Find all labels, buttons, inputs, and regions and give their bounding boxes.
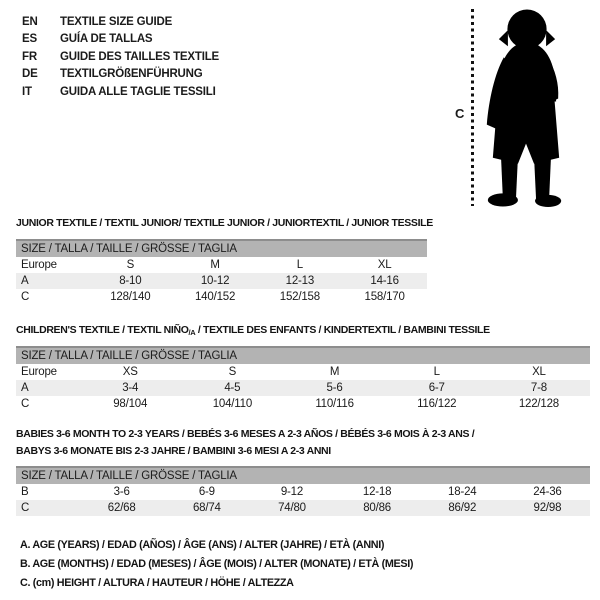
value-cell: 128/140 bbox=[110, 291, 151, 303]
lang-code: IT bbox=[22, 85, 32, 98]
table-row-height bbox=[16, 500, 590, 516]
row-label-cell: Europe bbox=[21, 259, 57, 271]
row-label-cell: C bbox=[16, 500, 79, 516]
value-cell: 74/80 bbox=[249, 500, 334, 516]
size-header-row bbox=[16, 467, 590, 484]
value-cell: 9-12 bbox=[280, 486, 304, 498]
title-text: / TEXTILE DES ENFANTS / KINDERTEXTIL / BAMBINI TESSILE bbox=[195, 324, 490, 336]
table-row-age bbox=[16, 380, 590, 396]
value-cell: 18-24 bbox=[448, 486, 477, 498]
value-cell: 10-12 bbox=[173, 273, 258, 289]
value-cell: L bbox=[296, 259, 303, 271]
value-cell: 98/104 bbox=[113, 398, 148, 410]
babies-title-line1: BABIES 3-6 MONTH TO 2-3 YEARS / BEBÉS 3-6 MESES A 2-3 AÑOS / BÉBÉS 3-6 MOIS À 2-3 ANS / bbox=[16, 428, 475, 440]
value-cell: 6-7 bbox=[386, 380, 488, 396]
value-cell: 110/116 bbox=[315, 398, 354, 410]
lang-code: FR bbox=[22, 50, 37, 63]
lang-label: GUIDA ALLE TAGLIE TESSILI bbox=[60, 85, 216, 98]
table-row-height bbox=[16, 396, 590, 412]
size-header-label: SIZE / TALLA / TAILLE / GRÖSSE / TAGLIA bbox=[16, 467, 590, 484]
value-cell: S bbox=[126, 259, 135, 271]
table-row-europe bbox=[16, 257, 427, 273]
value-cell: 152/158 bbox=[279, 291, 320, 303]
title-text: CHILDREN'S TEXTILE / TEXTIL NIÑO bbox=[16, 324, 189, 336]
table-row-age-months bbox=[16, 484, 590, 500]
value-cell: S bbox=[228, 366, 237, 378]
legend-line-c: C. (cm) HEIGHT / ALTURA / HAUTEUR / HÖHE / ALTEZZA bbox=[20, 577, 294, 590]
size-header-row bbox=[16, 240, 427, 257]
title-subscript: /A bbox=[188, 328, 196, 337]
value-cell: 12-13 bbox=[257, 273, 342, 289]
value-cell: XL bbox=[532, 366, 546, 378]
lang-row-en bbox=[22, 13, 219, 31]
value-cell: 24-36 bbox=[533, 486, 562, 498]
toddler-silhouette-icon bbox=[477, 5, 575, 208]
row-label-cell: C bbox=[21, 291, 30, 303]
babies-table-title bbox=[16, 426, 474, 459]
row-label-cell: A bbox=[16, 380, 79, 396]
value-cell: 6-9 bbox=[198, 486, 215, 498]
value-cell: 92/98 bbox=[505, 500, 590, 516]
value-cell: XS bbox=[122, 366, 138, 378]
row-label-cell: B bbox=[21, 486, 29, 498]
value-cell: 7-8 bbox=[488, 380, 590, 396]
lang-code: EN bbox=[22, 15, 38, 28]
lang-label: GUÍA DE TALLAS bbox=[60, 33, 153, 46]
row-label-cell: C bbox=[21, 398, 30, 410]
value-cell: XL bbox=[377, 259, 392, 271]
value-cell: 14-16 bbox=[342, 273, 427, 289]
value-cell: 62/68 bbox=[79, 500, 164, 516]
row-label-cell: A bbox=[16, 273, 88, 289]
value-cell: L bbox=[433, 366, 440, 378]
value-cell: 3-6 bbox=[113, 486, 130, 498]
size-header-label: SIZE / TALLA / TAILLE / GRÖSSE / TAGLIA bbox=[16, 240, 427, 257]
size-header-label: SIZE / TALLA / TAILLE / GRÖSSE / TAGLIA bbox=[16, 347, 590, 364]
lang-row-de bbox=[22, 66, 219, 84]
language-guide bbox=[22, 13, 219, 101]
value-cell: 116/122 bbox=[417, 398, 457, 410]
lang-code: ES bbox=[22, 33, 37, 46]
value-cell: 5-6 bbox=[283, 380, 385, 396]
value-cell: 122/128 bbox=[518, 398, 559, 410]
value-cell: 3-4 bbox=[79, 380, 181, 396]
value-cell: 12-18 bbox=[362, 486, 392, 498]
height-dotted-line bbox=[471, 9, 474, 206]
children-table-title bbox=[16, 324, 490, 337]
value-cell: 68/74 bbox=[164, 500, 249, 516]
value-cell: 158/170 bbox=[364, 291, 405, 303]
value-cell: 104/110 bbox=[212, 398, 253, 410]
junior-table-title: JUNIOR TEXTILE / TEXTIL JUNIOR/ TEXTILE JUNIOR / JUNIORTEXTIL / JUNIOR TESSILE bbox=[16, 217, 433, 229]
measurement-legend bbox=[20, 536, 413, 594]
legend-line-b: B. AGE (MONTHS) / EDAD (MESES) / ÂGE (MOIS) / ALTER (MONATE) / ETÀ (MESI) bbox=[20, 558, 414, 571]
value-cell: 8-10 bbox=[88, 273, 173, 289]
babies-table bbox=[16, 466, 590, 516]
lang-row-fr bbox=[22, 48, 219, 66]
value-cell: M bbox=[329, 366, 340, 378]
size-header-row bbox=[16, 347, 590, 364]
height-measure-label: C bbox=[455, 106, 465, 121]
table-row-height bbox=[16, 289, 427, 305]
lang-label: TEXTILGRÖßENFÜHRUNG bbox=[60, 68, 203, 81]
value-cell: 140/152 bbox=[194, 291, 236, 303]
lang-label: GUIDE DES TAILLES TEXTILE bbox=[60, 50, 219, 63]
value-cell: 4-5 bbox=[181, 380, 283, 396]
legend-line-a: A. AGE (YEARS) / EDAD (AÑOS) / ÂGE (ANS) / ALTER (JAHRE) / ETÀ (ANNI) bbox=[20, 539, 385, 551]
lang-row-it bbox=[22, 83, 219, 101]
children-table bbox=[16, 346, 590, 412]
table-row-europe bbox=[16, 364, 590, 380]
row-label-cell: Europe bbox=[21, 366, 57, 378]
lang-label: TEXTILE SIZE GUIDE bbox=[60, 15, 173, 28]
lang-row-es bbox=[22, 31, 219, 49]
babies-title-line2: BABYS 3-6 MONATE BIS 2-3 JAHRE / BAMBINI 3-6 MESI A 2-3 ANNI bbox=[16, 444, 331, 457]
value-cell: 80/86 bbox=[335, 500, 420, 516]
lang-code: DE bbox=[22, 68, 38, 81]
table-row-age bbox=[16, 273, 427, 289]
junior-table bbox=[16, 239, 427, 305]
value-cell: 86/92 bbox=[420, 500, 505, 516]
value-cell: M bbox=[210, 259, 220, 271]
